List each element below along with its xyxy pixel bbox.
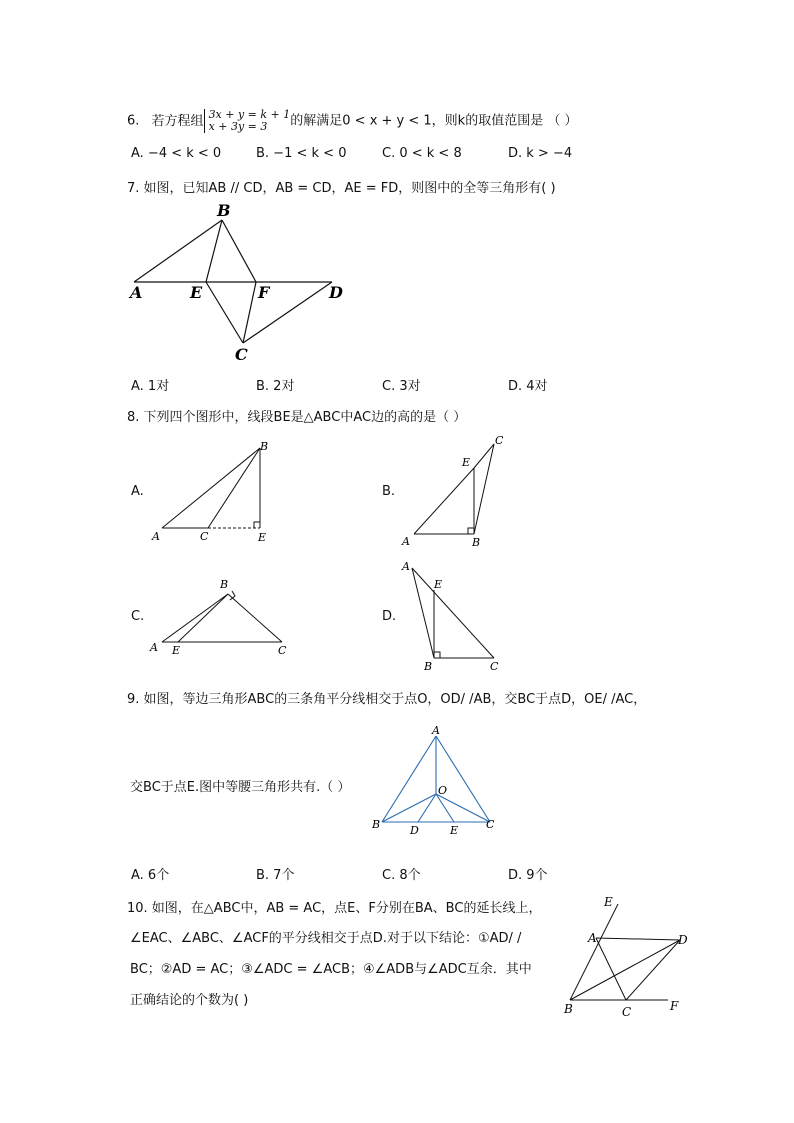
question-text: 若方程组 [151, 113, 204, 129]
figure-q7 [128, 198, 358, 368]
option-a[interactable]: A. −4 < k < 0 [131, 146, 222, 161]
figure-q8-d [398, 558, 508, 676]
option-d[interactable]: D. 4对 [508, 379, 548, 394]
svg-text:A: A [588, 931, 597, 945]
svg-text:E: E [450, 824, 459, 837]
question-number: 6. [127, 113, 140, 129]
svg-text:C: C [495, 434, 504, 447]
equation-1: 3x + y = k + 1 [208, 108, 291, 121]
question-10-line1: 10. 如图，在△ABC中，AB = AC，点E、F分别在BA、BC的延长线上， [127, 901, 542, 916]
question-7-text: 7. 如图，已知AB // CD，AB = CD，AE = FD，则图中的全等三角形有( ) [127, 181, 556, 196]
label-f: F [258, 283, 270, 302]
option-b[interactable]: B. 7个 [256, 868, 295, 883]
label-d: D [329, 283, 343, 302]
label-c: C [235, 345, 248, 364]
option-a[interactable]: A. 1对 [131, 379, 170, 394]
label-a: A [130, 283, 143, 302]
svg-text:B: B [260, 440, 269, 453]
svg-text:C: C [622, 1005, 632, 1019]
svg-text:C: C [278, 644, 287, 657]
label-b: B [217, 201, 231, 220]
svg-text:O: O [438, 784, 448, 797]
option-d[interactable]: D. [382, 609, 397, 624]
svg-text:D: D [678, 933, 688, 947]
svg-text:E: E [258, 531, 267, 544]
option-c[interactable]: C. [131, 609, 145, 624]
svg-text:D: D [410, 824, 419, 837]
svg-text:A: A [432, 724, 440, 737]
svg-text:F: F [670, 999, 679, 1013]
option-c[interactable]: C. 8个 [382, 868, 421, 883]
figure-q8-c [148, 574, 298, 660]
svg-text:A: A [402, 535, 410, 548]
figure-q8-a [148, 436, 278, 546]
question-9-line1: 9. 如图，等边三角形ABC的三条角平分线相交于点O，OD/ /AB，交BC于点D，OE/ /AC， [127, 692, 647, 707]
option-d[interactable]: D. 9个 [508, 868, 548, 883]
svg-text:A: A [402, 560, 410, 573]
svg-text:A: A [150, 641, 158, 654]
question-8-text: 8. 下列四个图形中，线段BE是△ABC中AC边的高的是（ ） [127, 410, 467, 425]
svg-text:B: B [372, 818, 381, 831]
option-b[interactable]: B. −1 < k < 0 [256, 146, 347, 161]
svg-text:A: A [152, 530, 160, 543]
question-10-line3: BC；②AD = AC；③∠ADC = ∠ACB；④∠ADB与∠ADC互余．其中 [130, 962, 532, 977]
option-d[interactable]: D. k > −4 [508, 146, 573, 161]
figure-q10 [556, 890, 706, 1020]
option-c[interactable]: C. 0 < k < 8 [382, 146, 462, 161]
question-6 [127, 109, 577, 133]
svg-text:C: C [490, 660, 499, 673]
question-10-line2: ∠EAC、∠ABC、∠ACF的平分线相交于点D.对于以下结论：①AD/ / [130, 931, 522, 946]
svg-text:B: B [472, 536, 481, 549]
option-a[interactable]: A. [131, 484, 144, 499]
option-c[interactable]: C. 3对 [382, 379, 421, 394]
svg-text:E: E [604, 895, 613, 909]
option-b[interactable]: B. [382, 484, 396, 499]
svg-text:E: E [172, 644, 181, 657]
option-b[interactable]: B. 2对 [256, 379, 295, 394]
svg-text:B: B [220, 578, 229, 591]
question-10-line4: 正确结论的个数为( ) [130, 993, 249, 1008]
svg-text:C: C [200, 530, 209, 543]
figure-q9 [368, 722, 508, 842]
option-a[interactable]: A. 6个 [131, 868, 170, 883]
question-text: 的解满足0 < x + y < 1，则k的取值范围是 （ ） [290, 113, 578, 129]
figure-q8-b [400, 432, 510, 550]
question-9-line2: 交BC于点E.图中等腰三角形共有.（ ） [130, 780, 351, 795]
svg-text:B: B [424, 660, 433, 673]
svg-text:E: E [462, 456, 471, 469]
equation-system [204, 109, 291, 133]
svg-text:E: E [434, 578, 443, 591]
equation-2: x + 3y = 3 [208, 120, 268, 133]
label-e: E [190, 283, 203, 302]
svg-text:C: C [486, 818, 495, 831]
svg-text:B: B [564, 1002, 573, 1016]
